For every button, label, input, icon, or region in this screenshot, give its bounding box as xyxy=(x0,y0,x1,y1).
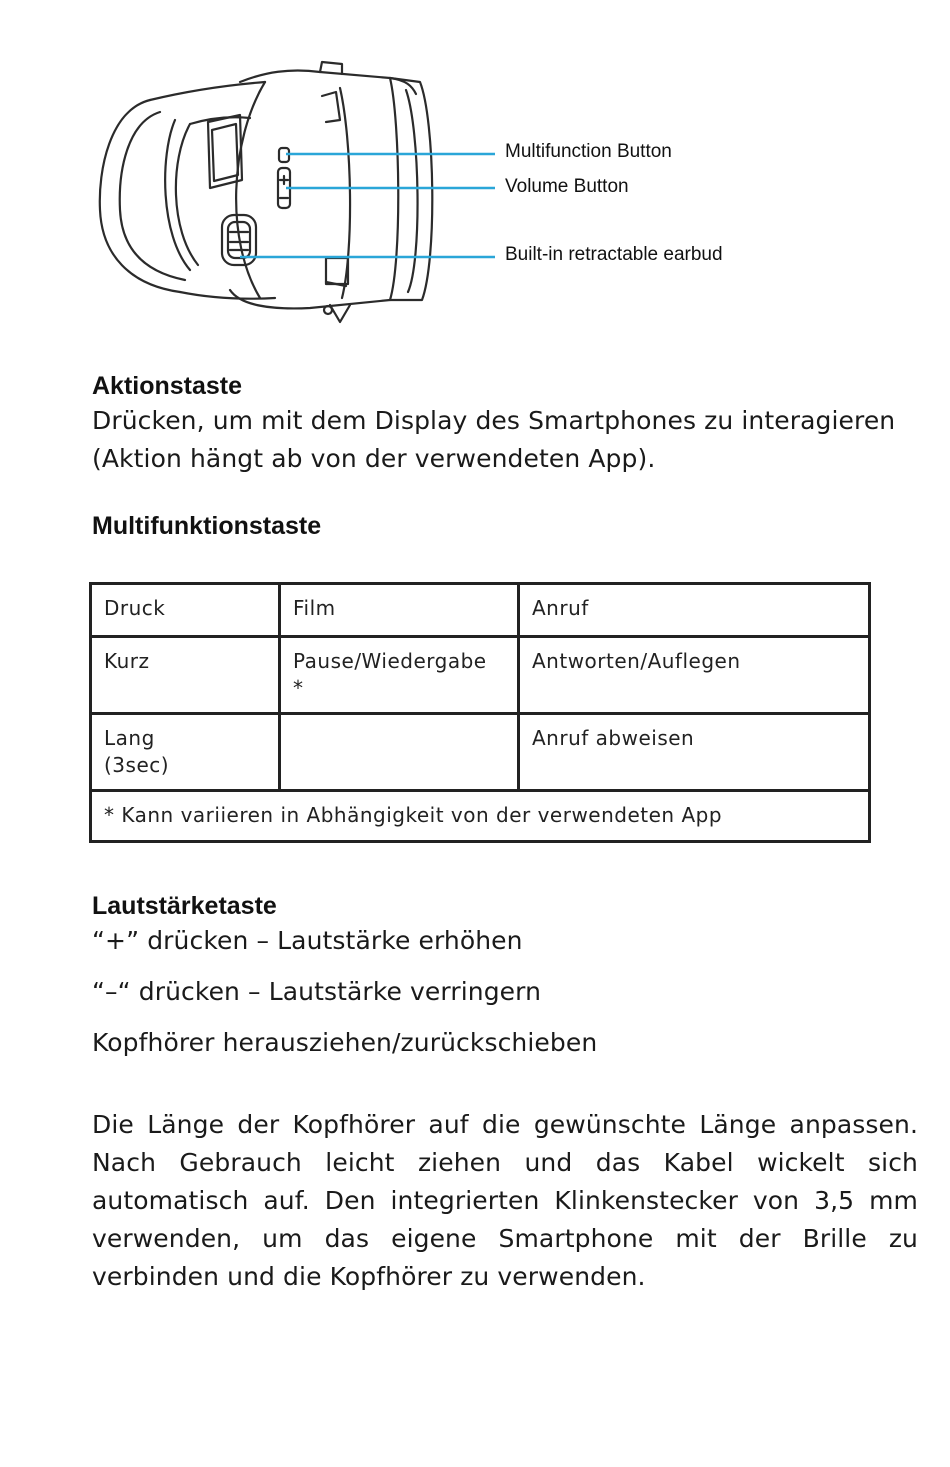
section-aktionstaste xyxy=(92,370,918,478)
table-row xyxy=(91,637,870,714)
volume-plus-text: “+” drücken – Lautstärke erhöhen xyxy=(92,926,523,955)
table-cell: Kurz xyxy=(91,637,280,714)
table-note-row xyxy=(91,791,870,842)
vr-headset-side-view xyxy=(90,60,790,325)
heading-aktionstaste: Aktionstaste xyxy=(92,372,243,400)
heading-multifunktionstaste: Multifunktionstaste xyxy=(92,512,322,540)
headset-illustration xyxy=(90,60,790,325)
table-cell xyxy=(280,637,519,714)
asterisk-mark: * xyxy=(293,676,304,700)
table-header-row xyxy=(91,584,870,637)
callout-volume-button: Volume Button xyxy=(505,176,629,197)
section-multifunktionstaste xyxy=(92,510,918,542)
table-cell xyxy=(91,714,280,791)
table-header-cell: Anruf xyxy=(519,584,870,637)
table-footnote: * Kann variieren in Abhängigkeit von der verwendeten App xyxy=(91,791,870,842)
cell-subtext: (3sec) xyxy=(104,753,170,777)
table-header-cell: Druck xyxy=(91,584,280,637)
callout-multifunction-button: Multifunction Button xyxy=(505,141,672,162)
cell-text: Pause/Wiedergabe xyxy=(293,649,487,673)
table-cell: Antworten/Auflegen xyxy=(519,637,870,714)
callout-retractable-earbud: Built-in retractable earbud xyxy=(505,244,723,265)
cell-text: Lang xyxy=(104,726,155,750)
section-lautstaerketaste xyxy=(92,890,918,1062)
volume-minus-text: “–“ drücken – Lautstärke verringern xyxy=(92,977,542,1006)
multifunction-table xyxy=(89,582,871,843)
aktionstaste-text: Drücken, um mit dem Display des Smartphones zu interagieren (Aktion hängt ab von der verwendeten App). xyxy=(92,406,896,473)
table-header-cell: Film xyxy=(280,584,519,637)
table-cell: Anruf abweisen xyxy=(519,714,870,791)
section-kopfhoerer-laenge xyxy=(92,1106,918,1296)
heading-lautstaerketaste: Lautstärketaste xyxy=(92,892,277,920)
length-adjust-text: Die Länge der Kopfhörer auf die gewünschte Länge anpassen. Nach Gebrauch leicht ziehen und das Kabel wickelt sich automatisch auf. Den integrierten Klinkenstecker von 3,5 mm verwenden, um das eigene Smartphone mit der Brille zu verbinden und die Kopfhörer zu verwenden. xyxy=(92,1110,918,1291)
table-row xyxy=(91,714,870,791)
table-cell xyxy=(280,714,519,791)
headphone-text: Kopfhörer herausziehen/zurückschieben xyxy=(92,1028,598,1057)
